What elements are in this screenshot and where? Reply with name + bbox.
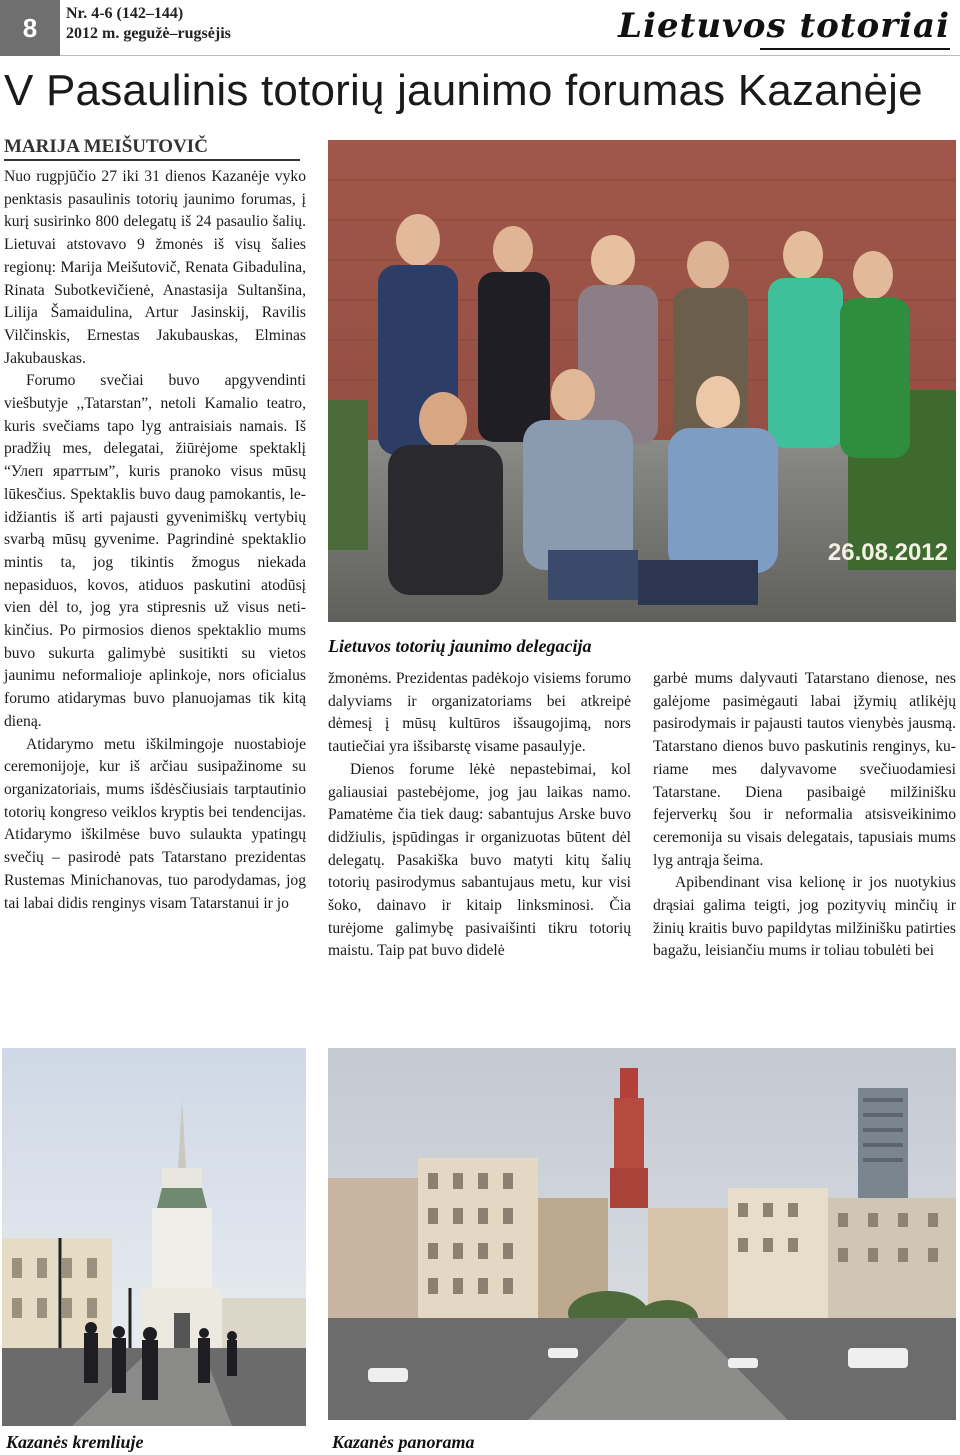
paragraph: Dienos forume lėkė nepastebimai, kol galiausiai pastebėjome, jog jau laikas namo. Pamatėme čia tiek daug: sabantujus Arske buvo didžiulis, įspūdingas ir organizuotas būtent dėl delegatų. Pasakiška buvo matyti kitų šalių totorių pasirodymus sabantujaus metu, kur visi šoko, dainavo ir kitaip linksminosi. Čia turėjome galimybę pasivaišinti tikru totorių maistu. Taip pat buvo didelė bbox=[328, 760, 631, 960]
photo-date-stamp: 26.08.2012 bbox=[827, 539, 948, 566]
masthead-underline bbox=[760, 48, 950, 50]
panorama-photo-image bbox=[328, 1048, 956, 1420]
article-column-3 bbox=[653, 668, 956, 963]
article-author: MARIJA MEIŠUTOVIČ bbox=[4, 136, 300, 161]
paragraph: garbė mums dalyvauti Tatarstano dienose, nes galėjome pasimėgauti labai įžymių atlikėjų pasirodymais ir pajausti tautos vienybės jausmą. Tatarstano dienos buvo paskutinis renginys, kuriame mes dalyvavome svečiuodamiesi Tatarstane. Diena pasibaigė milžinišku fejerverkų šou ir neformalia atsisveikinimo ceremonija su visais delegatais, tapusiais mums lyg antrąja šeima. bbox=[653, 670, 956, 869]
paragraph: Nuo rugpjūčio 27 iki 31 dienos Kazanėje vyko penktasis pasaulinis totorių jaunimo forumas, į kurį susirinko 800 delegatų iš 24 pasaulio šalių. Lietuvai atstovavo 9 žmonės iš visų šalies regionų: Marija Meišutovič, Renata Gibadulina, Rinata Subotkevičienė, Anastasija Sultanšina, Lilija Šamaidulina, Artur Jasinskij, Ravilis Vilčinskis, Ernestas Jakubauskas, Elminas Jakubauskas. bbox=[4, 168, 306, 367]
delegation-photo-image bbox=[328, 140, 956, 622]
paragraph: Apibendinant visa kelionę ir jos nuotykius drąsiai galima teigti, jog pozityvių minčių ir žinių kraitis buvo papildytas milžinišku patirties bagažu, leisiančiu mums ir toliau tobulėti bei bbox=[653, 874, 956, 960]
article-title: V Pasaulinis totorių jaunimo forumas Kazanėje bbox=[4, 66, 923, 115]
delegation-photo bbox=[328, 140, 956, 622]
issue-date: 2012 m. gegužė–rugsėjis bbox=[66, 25, 231, 42]
article-column-1 bbox=[4, 166, 306, 915]
panorama-photo bbox=[328, 1048, 956, 1420]
kremlin-photo-caption: Kazanės kremliuje bbox=[6, 1432, 144, 1452]
paragraph: Forumo svečiai buvo apgyvendinti viešbutyje ,,Tatarstan”, netoli Kamalio teatro, kuris svečiams tapo lyg antraisiais namais. Iš pradžių mes, delegatai, žiūrėjome spektaklį “Улеп яраттым”, kuris pranoko visus mūsų lūkesčius. Spektaklis buvo daug pamokantis, leidžiantis iš arti pajausti gyvenimiškų vertybių svarbą mūsų gyvenime. Pagrindinė spektaklio mintis ta, jog tikintis žmogus niekada nepasiduos, kovos, atiduos paskutini atodūsį vien dėl to, jog yra stipresnis už visus netikinčius. Po pirmosios dienos spektaklio mums buvo sukurta galimybė susitikti su vietos jaunimu neformalioje aplinkoje, nors oficialus forumo atidarymas buvo planuojamas tik kitą dieną. bbox=[4, 372, 306, 730]
masthead-logo: Lietuvos totoriai bbox=[618, 6, 950, 46]
paragraph: Atidarymo metu iškilmingoje nuostabioje ceremonijoje, kur iš arčiau susipažinome su organizatoriais, mums išdėsčiusiais tarptautinio totorių kongreso veiklos kryptis bei tendencijas. Atidarymo iškilmėse buvo sulaukta ypatingų svečių – pasirodė pats Tatarstano prezidentas Rustemas Minichanovas, tuo parodydamas, jog tai labai didis renginys visam Tatarstanui ir jo bbox=[4, 735, 306, 912]
article-column-2 bbox=[328, 668, 631, 963]
issue-info bbox=[66, 4, 231, 44]
issue-number: Nr. 4-6 (142–144) bbox=[66, 5, 184, 22]
panorama-photo-caption: Kazanės panorama bbox=[332, 1432, 475, 1452]
kremlin-photo-image bbox=[2, 1048, 306, 1426]
kremlin-photo bbox=[2, 1048, 306, 1426]
delegation-photo-caption: Lietuvos totorių jaunimo delegacija bbox=[328, 636, 592, 656]
paragraph: žmonėms. Prezidentas padėkojo visiems forumo dalyviams ir organizatoriams bei atkreipė dėmesį į mūsų kultūros išsaugojimą, nors tautiečiai yra išsibarstę visame pasaulyje. bbox=[328, 670, 631, 756]
page-number: 8 bbox=[0, 0, 60, 56]
